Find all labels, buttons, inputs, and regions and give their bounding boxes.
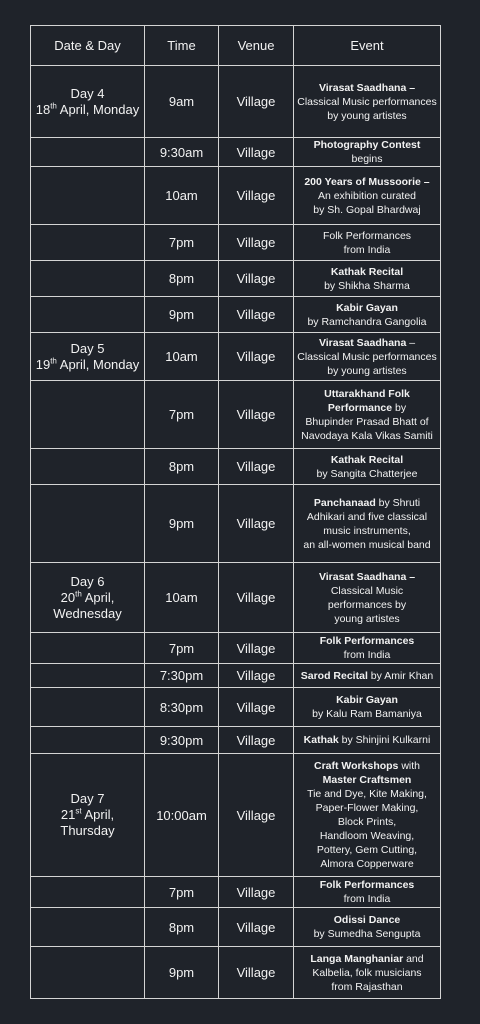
event-text: Almora Copperware [320,858,414,870]
day-month-weekday: April, Monday [56,101,140,117]
event-line [297,927,437,941]
event-text: by young artistes [327,109,407,122]
table-row [31,754,441,877]
event-title: Kabir Gayan [336,694,398,706]
event-cell [294,333,441,381]
event-text: An exhibition curated [317,189,417,202]
time-cell: 10am [145,333,219,381]
schedule-body [31,66,441,999]
event-text: Paper-Flower Making, [315,802,419,814]
event-line [297,510,437,524]
event-line [297,175,437,189]
date-cell [31,225,145,261]
date-cell [31,754,145,877]
event-text: Bhupinder Prasad Bhatt of [305,415,429,428]
event-line [297,453,437,467]
date-cell [31,297,145,333]
venue-cell: Village [219,754,294,877]
event-cell [294,908,441,947]
time-cell: 10:00am [145,754,219,877]
table-row [31,633,441,664]
venue-cell: Village [219,225,294,261]
event-text: by Kalu Ram Bamaniya [312,708,422,720]
event-line [297,189,437,203]
event-line [297,229,437,243]
time-cell: 7:30pm [145,664,219,688]
event-title: Kathak Recital [330,453,404,466]
table-row [31,563,441,633]
date-cell [31,688,145,727]
event-line [297,952,437,966]
event-text: with [398,760,420,772]
day-number: 19 [35,356,51,372]
event-line [297,759,437,773]
venue-cell: Village [219,908,294,947]
table-row [31,297,441,333]
date-cell [31,633,145,664]
event-line [297,387,437,401]
event-title: Kathak [303,734,339,746]
date-cell [31,138,145,167]
event-cell [294,563,441,633]
day-number: 21 [60,807,76,822]
table-row [31,727,441,754]
event-line [297,415,437,429]
event-line [297,496,437,510]
time-cell: 9:30am [145,138,219,167]
day-number: 18 [35,101,51,117]
time-cell: 8pm [145,908,219,947]
day-number: 20 [60,589,76,605]
event-title: Odissi Dance [333,914,401,926]
event-line [297,279,437,293]
event-line [297,336,437,350]
time-cell: 9am [145,66,219,138]
event-line [297,815,437,829]
venue-cell: Village [219,877,294,908]
date-cell [31,947,145,999]
event-cell [294,66,441,138]
date-cell [31,664,145,688]
venue-cell: Village [219,167,294,225]
day-suffix: th [50,101,57,111]
time-cell: 8:30pm [145,688,219,727]
event-line [297,138,437,166]
event-title: Kabir Gayan [336,301,398,314]
event-text: Handloom Weaving, [319,830,415,842]
event-line [297,693,437,707]
venue-cell: Village [219,563,294,633]
event-cell [294,688,441,727]
table-row [31,138,441,167]
day-month-weekday: April, Monday [56,356,140,372]
venue-cell: Village [219,633,294,664]
date-cell [31,333,145,381]
event-title: Folk Performances [319,879,415,891]
date-cell [31,563,145,633]
event-line [297,301,437,315]
header-row [31,26,441,66]
event-line [297,315,437,329]
schedule-table [30,25,441,999]
time-cell: 10am [145,563,219,633]
event-title: 200 Years of Mussoorie – [304,175,430,188]
event-title: Folk Performances [319,635,415,647]
event-line [297,801,437,815]
venue-cell: Village [219,297,294,333]
event-text: from India [343,243,391,256]
table-row [31,664,441,688]
venue-cell: Village [219,664,294,688]
table-row [31,908,441,947]
time-cell: 7pm [145,381,219,449]
event-line [297,634,437,648]
event-title: Craft Workshops [314,760,399,772]
event-line [297,773,437,787]
date-cell [31,261,145,297]
table-row [31,381,441,449]
event-text: music instruments, [323,524,411,537]
time-cell: 10am [145,167,219,225]
day-suffix: th [50,356,57,366]
header-event: Event [294,26,441,66]
event-line [297,892,437,906]
event-line [297,857,437,871]
event-text: from India [343,893,391,905]
event-cell [294,947,441,999]
event-text: by Sangita Chatterjee [316,467,418,480]
venue-cell: Village [219,449,294,485]
event-title: Virasat Saadhana – [318,570,416,583]
event-line [297,612,437,626]
venue-cell: Village [219,66,294,138]
event-line [297,878,437,892]
event-text: by Shikha Sharma [324,279,410,292]
event-text: Adhikari and five classical [306,510,428,523]
table-row [31,261,441,297]
event-line [297,913,437,927]
event-text: Block Prints, [337,816,397,828]
table-row [31,66,441,138]
table-row [31,485,441,563]
table-row [31,225,441,261]
event-cell [294,754,441,877]
event-text: by Amir Khan [367,669,434,682]
event-line [297,265,437,279]
event-cell [294,225,441,261]
event-text: from Rajasthan [331,980,403,993]
event-title: Virasat Saadhana – [318,81,416,94]
event-line [297,829,437,843]
day-suffix: st [75,806,82,816]
day-month-weekday: April, Thursday [60,807,115,838]
event-line [297,81,437,95]
event-title: Virasat Saadhana [318,336,407,349]
time-cell: 9:30pm [145,727,219,754]
event-cell [294,877,441,908]
event-text: by Sumedha Sengupta [313,928,421,940]
date-cell [31,877,145,908]
event-text: Tie and Dye, Kite Making, [307,788,427,800]
header-date: Date & Day [31,26,145,66]
event-line [297,584,437,598]
event-line [297,980,437,994]
event-cell [294,381,441,449]
header-time: Time [145,26,219,66]
event-line [297,570,437,584]
venue-cell: Village [219,727,294,754]
time-cell: 9pm [145,485,219,563]
venue-cell: Village [219,485,294,563]
event-text: from India [343,649,391,661]
event-line [297,787,437,801]
date-cell [31,449,145,485]
event-text: young artistes [334,612,400,625]
event-title: Panchanaad [313,496,376,509]
event-line [297,524,437,538]
venue-cell: Village [219,138,294,167]
day-date [34,807,141,839]
event-text: by Ramchandra Gangolia [307,315,427,328]
event-line [297,243,437,257]
event-line [297,843,437,857]
event-line [297,598,437,612]
day-label: Day 7 [70,791,105,806]
time-cell: 9pm [145,297,219,333]
event-cell [294,633,441,664]
event-text: – [406,336,416,349]
event-text: Folk Performances [322,229,412,242]
event-line [297,707,437,721]
event-line [297,401,437,415]
date-cell [31,727,145,754]
time-cell: 8pm [145,261,219,297]
event-line [297,109,437,123]
header-venue: Venue [219,26,294,66]
day-date [34,357,141,373]
day-month-weekday: April, Wednesday [53,589,122,621]
table-row [31,449,441,485]
event-cell [294,727,441,754]
time-cell: 8pm [145,449,219,485]
event-line [297,538,437,552]
event-title: Performance [327,401,393,414]
event-line [297,95,437,109]
time-cell: 7pm [145,225,219,261]
event-text: Classical Music performances [297,95,437,108]
event-text: Pottery, Gem Cutting, [316,844,418,856]
event-text: by young artistes [327,364,407,377]
event-text: Classical Music [330,584,404,597]
table-row [31,688,441,727]
day-label: Day 4 [70,85,105,101]
event-line [297,429,437,443]
event-line [297,467,437,481]
event-text: an all-women musical band [303,538,431,551]
date-cell [31,908,145,947]
table-row [31,877,441,908]
date-cell [31,485,145,563]
date-cell [31,66,145,138]
venue-cell: Village [219,261,294,297]
event-title: Langa Manghaniar [310,952,404,965]
event-cell [294,485,441,563]
table-row [31,333,441,381]
day-label: Day 6 [70,573,105,589]
event-text: Navodaya Kala Vikas Samiti [301,429,433,442]
event-text: Kalbelia, folk musicians [312,966,422,979]
day-suffix: th [75,589,82,599]
event-line [297,350,437,364]
day-date [34,102,141,118]
event-text: by [392,401,407,414]
table-row [31,167,441,225]
event-line [297,648,437,662]
venue-cell: Village [219,381,294,449]
event-cell [294,297,441,333]
event-text: begins [351,153,383,165]
event-text: and [403,952,424,965]
venue-cell: Village [219,333,294,381]
event-cell [294,664,441,688]
day-label: Day 5 [70,340,105,356]
event-title: Master Craftsmen [322,774,412,786]
time-cell: 7pm [145,877,219,908]
event-title: Uttarakhand Folk [324,387,410,400]
date-cell [31,167,145,225]
time-cell: 9pm [145,947,219,999]
event-line [297,733,437,747]
event-line [297,364,437,378]
event-line [297,669,437,683]
time-cell: 7pm [145,633,219,664]
event-line [297,203,437,217]
event-line [297,966,437,980]
event-text: by Sh. Gopal Bhardwaj [313,203,421,216]
event-cell [294,449,441,485]
event-title: Kathak Recital [330,265,404,278]
venue-cell: Village [219,947,294,999]
table-row [31,947,441,999]
event-text: by Shruti [375,496,421,509]
event-cell [294,167,441,225]
event-text: by Shinjini Kulkarni [338,734,431,746]
event-text: performances by [327,598,407,611]
event-cell [294,138,441,167]
venue-cell: Village [219,688,294,727]
event-cell [294,261,441,297]
event-title: Photography Contest [313,139,421,151]
event-title: Sarod Recital [300,669,368,682]
date-cell [31,381,145,449]
event-text: Classical Music performances [297,350,437,363]
day-date [34,590,141,622]
